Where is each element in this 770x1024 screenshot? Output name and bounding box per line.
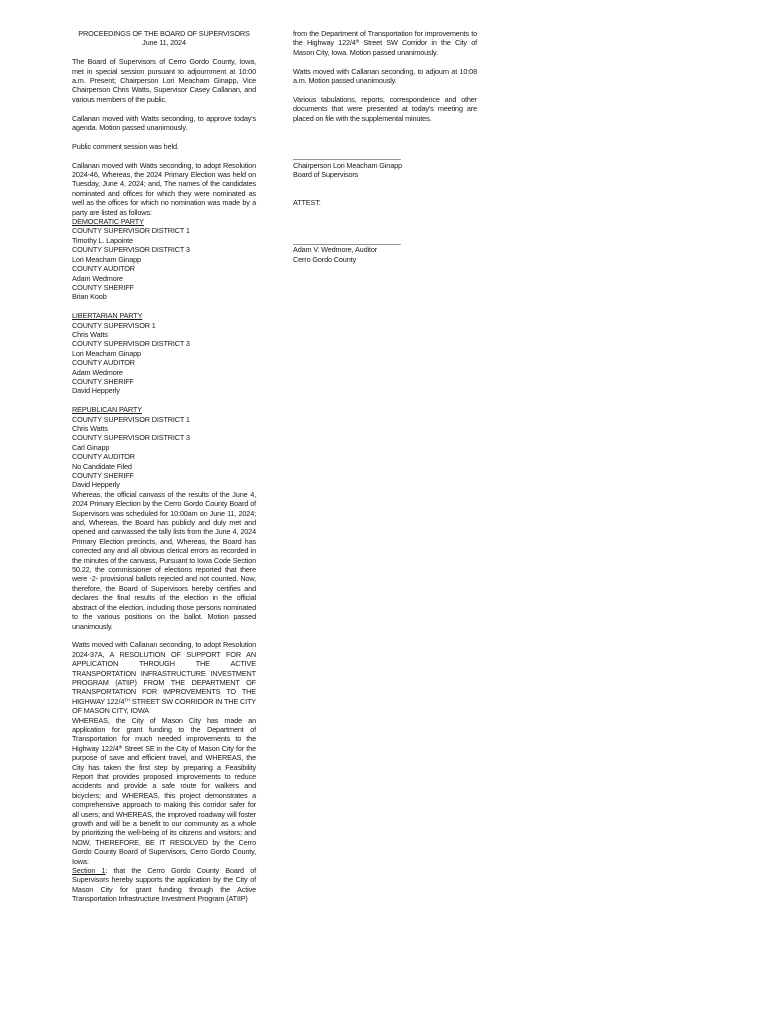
whereas-paragraph [72, 716, 256, 867]
party-line: COUNTY SHERIFF [72, 282, 134, 292]
resolution-37a-paragraph [72, 640, 256, 715]
adjourn-paragraph: Watts moved with Callanan seconding, to adjourn at 10:08 a.m. Motion passed unanimously. [293, 66, 477, 86]
party-line: COUNTY AUDITOR [72, 264, 135, 274]
ordinal-suffix: th [118, 744, 123, 750]
resolution-46-paragraph: Callanan moved with Watts seconding, to adopt Resolution 2024-46, Whereas, the 2024 Primary Election was held on Tuesday, June 4, 2024; and, The names of the candidates nominated and offices for which they were nominated as well as the offices for which no nomination was made by a party are listed as follows: [72, 160, 256, 217]
whereas-text-end: Street SE in the City of Mason City for the purpose of save and efficient travel, and WHEREAS, the City has taken the first step by preparing a Feasibility Report that provides proposed improvements to reduce accidents and provide a safe route for walkers and bicyclers; and WHEREAS, this project demonstrates a comprehensive approach to making this corridor safer for all users; and WHEREAS, the improved roadway will foster growth and will be a benefit to our community as a whole by prioritizing the well-being of its citizens and visitors; and NOW, THEREFORE, BE IT RESOLVED by the Cerro Gordo County Board of Supervisors, Cerro Gordo County, Iowa: [72, 743, 256, 866]
ordinal-suffix: TH [124, 697, 130, 703]
signature-line-chairperson: _______________________________ [293, 151, 401, 161]
party-line: Chris Watts [72, 329, 108, 339]
party-line: COUNTY SUPERVISOR DISTRICT 3 [72, 245, 190, 255]
party-line: COUNTY SUPERVISOR DISTRICT 1 [72, 226, 190, 236]
party-heading: LIBERTARIAN PARTY [72, 311, 143, 321]
ordinal-suffix: th [355, 38, 360, 44]
party-line: COUNTY SHERIFF [72, 376, 134, 386]
section-1-paragraph [72, 866, 256, 904]
canvass-paragraph: Whereas, the official canvass of the results of the June 4, 2024 Primary Election by the Cerro Gordo County Board of Supervisors was scheduled for 10:00am on June 11, 2024; and, Whereas, the Board has publicly and duly met and opened and canvassed the tally lists from the June 4, 2024 Primary Election precincts, and, Whereas, the Board has corrected any and all obvious clerical errors as recorded in the minutes of the canvass, Pursuant to Iowa Code Section 50.22, the commissioner of elections reported that there were -2- provisional ballots rejected and not counted. Now, therefore, the Board of Supervisors hereby certifies and declares the final results of the election in the official abstract of the election, including those persons nominated to the various positions on the ballot. Motion passed unanimously. [72, 489, 256, 631]
party-line: Adam Wedmore [72, 273, 123, 283]
party-line: Adam Wedmore [72, 367, 123, 377]
party-line: COUNTY AUDITOR [72, 358, 135, 368]
agenda-paragraph: Callanan moved with Watts seconding, to approve today's agenda. Motion passed unanimously. [72, 113, 256, 133]
party-democratic [72, 217, 256, 302]
auditor-name: Adam V. Wedmore, Auditor [293, 245, 378, 255]
public-comment-paragraph: Public comment session was held. [72, 141, 179, 151]
chairperson-title: Board of Supervisors [293, 170, 359, 180]
attest-label: ATTEST: [293, 198, 321, 208]
party-line: Brian Koob [72, 292, 107, 302]
intro-paragraph: The Board of Supervisors of Cerro Gordo County, Iowa, met in special session pursuant to adjournment at 10:00 a.m. Present; Chairperson Lori Meacham Ginapp, Vice Chairperson Chris Watts, Supervisor Casey Callanan, and various members of the public. [72, 57, 256, 104]
meeting-date: June 11, 2024 [142, 38, 186, 48]
party-line: Lori Meacham Ginapp [72, 254, 141, 264]
party-line: Lori Meacham Ginapp [72, 348, 141, 358]
party-line: Chris Watts [72, 423, 108, 433]
auditor-title: Cerro Gordo County [293, 254, 357, 264]
party-republican [72, 405, 256, 490]
party-heading: REPUBLICAN PARTY [72, 405, 142, 415]
tabulations-paragraph: Various tabulations, reports, correspondence and other documents that were presented at today's meeting are placed on file with the supplemental minutes. [293, 94, 477, 123]
party-line: David Hepperly [72, 480, 120, 490]
party-line: COUNTY AUDITOR [72, 452, 135, 462]
continuation-text: from the Department of Transportation for improvements to the Highway 122/4 [293, 29, 477, 48]
party-line: COUNTY SUPERVISOR 1 [72, 320, 156, 330]
party-line: COUNTY SUPERVISOR DISTRICT 1 [72, 414, 190, 424]
party-line: Carl Ginapp [72, 442, 110, 452]
resolution-37a-text: Watts moved with Callanan seconding, to adopt Resolution 2024-37A, A RESOLUTION OF SUPPORT FOR AN APPLICATION THROUGH THE ACTIVE TRANSPORTATION INFRASTRUCTURE INVESTMENT PROGRAM (ATIIP) FROM THE DEPARTMENT OF TRANSPORTATION FOR IMPROVEMENTS TO THE HIGHWAY 122/4 [72, 640, 256, 706]
party-line: No Candidate Filed [72, 461, 132, 471]
whereas-text: WHEREAS, the City of Mason City has made an application for grant funding to the Department of Transportation for much needed improvements to the Highway 122/4 [72, 715, 256, 753]
party-line: COUNTY SHERIFF [72, 471, 134, 480]
party-line: COUNTY SUPERVISOR DISTRICT 3 [72, 339, 190, 349]
section-1-text: : that the Cerro Gordo County Board of Supervisors hereby supports the application by the City of Mason City for grant funding through the Active Transportation Infrastructure Investment Program (ATIIP) [72, 866, 256, 904]
continuation-paragraph [293, 29, 477, 57]
right-column [293, 29, 477, 264]
chairperson-name: Chairperson Lori Meacham Ginapp [293, 160, 402, 170]
party-line: Timothy L. Lapointe [72, 235, 133, 245]
left-column [72, 29, 256, 904]
party-line: COUNTY SUPERVISOR DISTRICT 3 [72, 433, 190, 443]
party-line: David Hepperly [72, 386, 120, 396]
resolution-37a-text-end: STREET SW CORRIDOR IN THE CITY OF MASON CITY, IOWA [72, 696, 256, 716]
party-heading: DEMOCRATIC PARTY [72, 217, 144, 227]
document-title: PROCEEDINGS OF THE BOARD OF SUPERVISORS [78, 29, 250, 38]
signature-line-auditor: _______________________________ [293, 235, 401, 245]
party-libertarian [72, 311, 256, 396]
continuation-text-end: Street SW Corridor in the City of Mason City, Iowa. Motion passed unanimously. [293, 38, 477, 57]
section-1-label: Section 1 [72, 866, 106, 876]
